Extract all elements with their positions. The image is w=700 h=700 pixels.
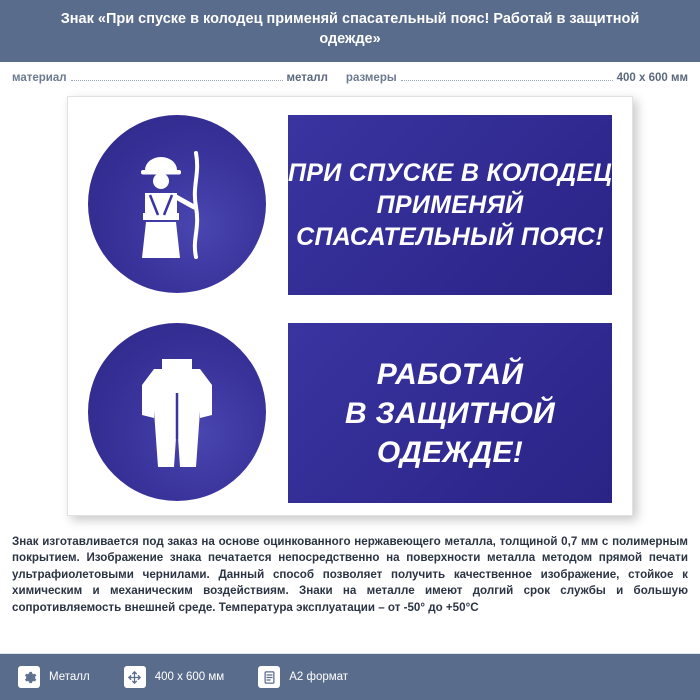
sign-card [67, 96, 633, 516]
sign-line: ОДЕЖДЕ! [376, 435, 524, 469]
protective-overalls-icon [88, 323, 266, 501]
overalls-glyph [88, 323, 266, 501]
footer-item-material[interactable] [18, 666, 90, 688]
sign-line: РАБОТАЙ [376, 357, 524, 391]
footer-item-format[interactable] [258, 666, 348, 688]
material-label: материал [12, 72, 67, 84]
sign-block-1 [88, 115, 612, 295]
dot-leader-2 [401, 80, 613, 81]
page-title: Знак «При спуске в колодец применяй спасательный пояс! Работай в защитной одежде» [0, 0, 700, 62]
product-description: Знак изготавливается под заказ на основе оцинкованного нержавеющего металла, толщиной 0,7 мм с полимерным покрытием. Изображение знака печатается непосредственно на поверхности металла методом прямой печати ультрафиолетовыми чернилами. Данный способ позволяет получить качественное изображение, стойкое к химическим и механическим воздействиям. Знаки на металле имеют долгий срок службы и большую сопротивляемость внешней среде. Температура эксплуатации – от -50° до +50°C [12, 535, 688, 614]
sign-preview [0, 96, 700, 526]
footer-label: 400 х 600 мм [154, 671, 225, 683]
size-label: размеры [345, 72, 397, 84]
sign-line: ПРИМЕНЯЙ [376, 191, 524, 219]
footer-bar [0, 654, 700, 700]
footer-label: Металл [49, 671, 90, 683]
sign-text-panel-1 [288, 115, 612, 295]
worker-with-rope-icon [88, 115, 266, 293]
dot-leader [71, 80, 283, 81]
sign-block-2 [88, 323, 612, 503]
document-icon [258, 666, 280, 688]
gear-icon [18, 666, 40, 688]
sign-line: СПАСАТЕЛЬНЫЙ ПОЯС! [296, 223, 604, 251]
size-value: 400 х 600 мм [616, 72, 688, 84]
sign-text-panel-2 [288, 323, 612, 503]
footer-item-size[interactable] [124, 666, 225, 688]
footer-label: А2 формат [289, 671, 349, 683]
specs-row [0, 62, 700, 92]
material-value: металл [286, 72, 328, 84]
sign-line: ПРИ СПУСКЕ В КОЛОДЕЦ [288, 159, 612, 187]
worker-with-rope-glyph [88, 115, 266, 293]
arrows-resize-icon [124, 666, 146, 688]
sign-line: В ЗАЩИТНОЙ [344, 396, 556, 430]
